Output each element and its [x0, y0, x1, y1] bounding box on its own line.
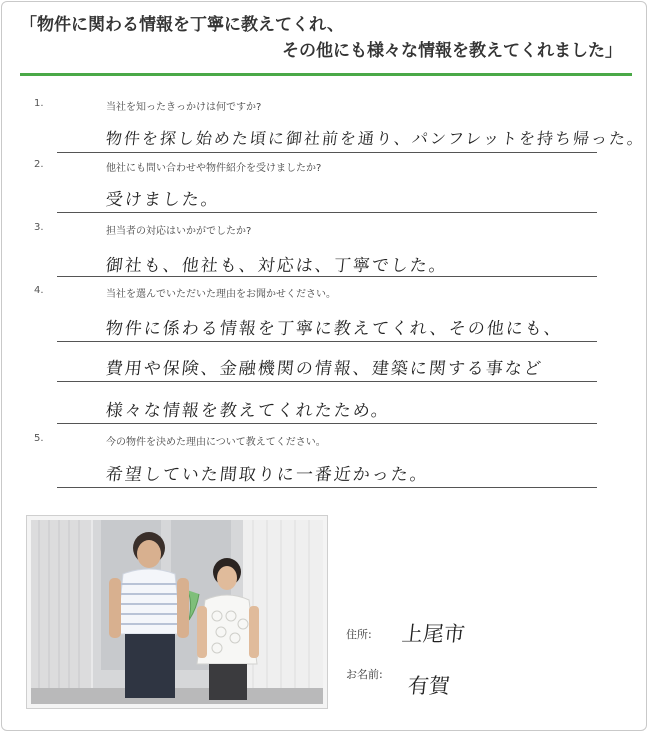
answer-1-line-1: 物件を探し始めた頃に御社前を通り、パンフレットを持ち帰った。 — [104, 129, 647, 148]
answer-5-line-1: 希望していた間取りに一番近かった。 — [104, 465, 430, 485]
question-3-number: 3. — [34, 222, 44, 233]
question-5-number: 5. — [34, 433, 44, 444]
name-label: お名前: — [346, 668, 383, 681]
answer-4-line-2: 費用や保険、金融機関の情報、建築に関する事など — [104, 359, 544, 379]
answer-2-rule — [57, 212, 597, 213]
customer-photo — [26, 515, 328, 709]
name-value: 有賀 — [406, 674, 452, 698]
answer-4-rule-2 — [57, 381, 597, 382]
question-3-text: 担当者の対応はいかがでしたか? — [106, 226, 252, 237]
answer-2-line-1: 受けました。 — [104, 190, 221, 210]
question-4-number: 4. — [34, 285, 44, 296]
address-label: 住所: — [346, 628, 372, 641]
question-2-text: 他社にも問い合わせや物件紹介を受けましたか? — [106, 163, 322, 174]
survey-card — [1, 1, 647, 731]
question-2-number: 2. — [34, 159, 44, 170]
customer-photo-image — [31, 520, 323, 704]
question-5-text: 今の物件を決めた理由について教えてください。 — [106, 437, 326, 448]
answer-4-rule-1 — [57, 341, 597, 342]
question-1-number: 1. — [34, 98, 44, 109]
question-1-text: 当社を知ったきっかけは何ですか? — [106, 102, 262, 113]
answer-5-rule — [57, 487, 597, 488]
page-title — [20, 12, 630, 64]
question-4-text: 当社を選んでいただいた理由をお聞かせください。 — [106, 289, 336, 300]
answer-3-rule — [57, 276, 597, 277]
answer-4-line-1: 物件に係わる情報を丁寧に教えてくれ、その他にも、 — [104, 319, 564, 339]
answer-1-rule — [57, 152, 597, 153]
title-underline — [20, 73, 632, 76]
answer-3-line-1: 御社も、他社も、対応は、丁寧でした。 — [104, 256, 449, 276]
answer-4-line-3: 様々な情報を教えてくれたため。 — [104, 401, 392, 421]
title-line-1: 「物件に関わる情報を丁寧に教えてくれ、 — [20, 15, 345, 35]
address-value: 上尾市 — [400, 622, 467, 646]
answer-4-rule-3 — [57, 423, 597, 424]
title-line-2: その他にも様々な情報を教えてくれました」 — [282, 41, 622, 61]
